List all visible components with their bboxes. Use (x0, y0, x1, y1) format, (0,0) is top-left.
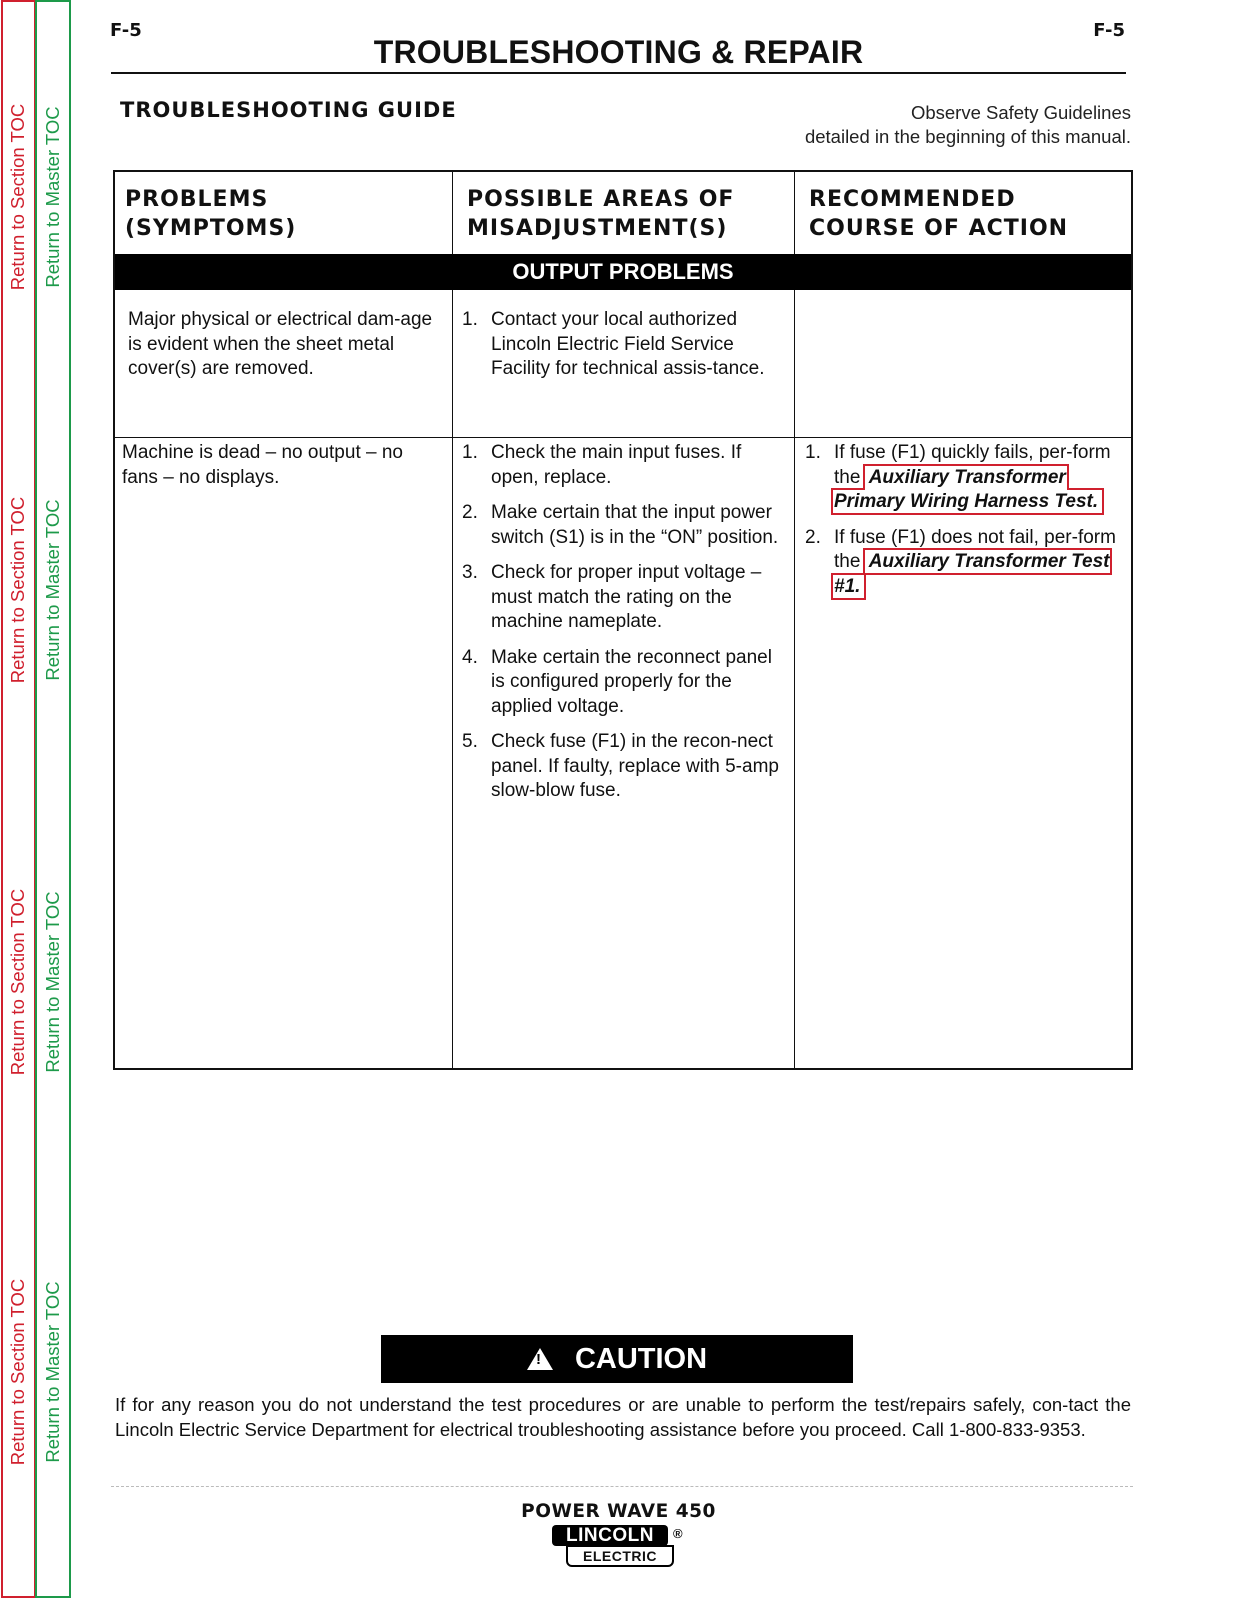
list-text: Make certain that the input power switch (S1) is in the “ON” position. (491, 502, 779, 548)
header-misadjustments (467, 185, 787, 243)
list-text: If fuse (F1) quickly fails, per-form the (834, 442, 1111, 488)
safety-note-line: Observe Safety Guidelines (910, 102, 1131, 123)
caution-text: If for any reason you do not understand the test procedures or are unable to perform the test/repairs safely, con-tact the Lincoln Electric Service Department for electrical troubleshooting assistance before you proceed. Call 1-800-833-9353. (115, 1394, 1131, 1440)
list-number: 1. (462, 309, 478, 330)
list-item (462, 730, 787, 804)
return-to-section-toc-link[interactable]: Return to Section TOC (7, 496, 28, 684)
safety-note (805, 101, 1131, 149)
caution-title: CAUTION (574, 1342, 708, 1375)
return-to-master-toc-link[interactable]: Return to Master TOC (42, 106, 63, 288)
return-to-master-toc-link[interactable]: Return to Master TOC (42, 891, 63, 1073)
column-divider (452, 172, 453, 1068)
causes-cell (462, 308, 787, 393)
return-to-section-toc-link[interactable]: Return to Section TOC (7, 888, 28, 1076)
lincoln-electric-logo (552, 1525, 688, 1571)
registered-mark: ® (673, 1526, 683, 1541)
header-line: POSSIBLE AREAS OF (467, 187, 735, 212)
header-line: RECOMMENDED (809, 187, 1016, 212)
return-to-section-toc-link[interactable]: Return to Section TOC (7, 1278, 28, 1466)
list-text: If fuse (F1) does not fail, per-form the (834, 526, 1116, 572)
list-item (462, 501, 787, 550)
list-text: Check for proper input voltage – must match the rating on the machine nameplate. (491, 562, 762, 632)
logo-subtitle: ELECTRIC (566, 1545, 674, 1567)
list-item (805, 441, 1125, 515)
causes-cell (462, 441, 787, 815)
column-divider (794, 172, 795, 1068)
actions-cell (805, 441, 1125, 610)
list-number: 3. (462, 562, 478, 583)
list-item (462, 646, 787, 720)
list-number: 1. (805, 442, 821, 463)
header-line: (SYMPTOMS) (125, 216, 297, 241)
list-number: 2. (462, 502, 478, 523)
list-item (462, 561, 787, 635)
troubleshooting-table (113, 170, 1133, 1070)
header-problems (125, 185, 445, 243)
problem-cell: Machine is dead – no output – no fans – no displays. (122, 442, 403, 488)
list-item (462, 308, 787, 382)
list-number: 1. (462, 442, 478, 463)
guide-title: TROUBLESHOOTING GUIDE (120, 98, 457, 122)
logo-wordmark: LINCOLN (552, 1525, 668, 1546)
page-title: TROUBLESHOOTING & REPAIR (373, 34, 864, 70)
list-item (805, 526, 1125, 600)
return-to-section-toc-link[interactable]: Return to Section TOC (7, 103, 28, 291)
return-to-master-toc-link[interactable]: Return to Master TOC (42, 499, 63, 681)
list-item (462, 441, 787, 490)
header-line: MISADJUSTMENT(S) (467, 216, 728, 241)
list-number: 5. (462, 731, 478, 752)
list-text: Contact your local authorized Lincoln Electric Field Service Facility for technical assis-tance. (491, 309, 765, 379)
warning-triangle-icon: ! (527, 1348, 553, 1370)
footer-divider (111, 1486, 1133, 1487)
safety-note-line: detailed in the beginning of this manual. (804, 126, 1131, 147)
row-divider (115, 437, 1131, 438)
section-heading-output-problems: OUTPUT PROBLEMS (115, 254, 1131, 290)
list-number: 2. (805, 526, 821, 548)
page-code-left: F-5 (110, 20, 142, 41)
list-number: 4. (462, 646, 478, 668)
product-name: POWER WAVE 450 (521, 1501, 716, 1522)
auxiliary-transformer-test-1-link[interactable]: Auxiliary Transformer Test #1. (834, 551, 1110, 597)
header-divider (111, 72, 1126, 74)
caution-banner (381, 1335, 853, 1383)
header-line: PROBLEMS (125, 187, 269, 212)
page-code-right: F-5 (1093, 20, 1125, 41)
list-text: Make certain the reconnect panel is configured properly for the applied voltage. (491, 646, 772, 717)
return-to-master-toc-link[interactable]: Return to Master TOC (42, 1281, 63, 1463)
auxiliary-transformer-primary-wiring-harness-test-link[interactable]: Auxiliary Transformer Primary Wiring Harness Test. (834, 467, 1101, 513)
problem-cell: Major physical or electrical dam-age is evident when the sheet metal cover(s) are removed. (128, 309, 433, 379)
list-text: Check fuse (F1) in the recon-nect panel. If faulty, replace with 5-amp slow-blow fuse. (491, 731, 779, 801)
header-course-of-action (809, 185, 1129, 243)
header-line: COURSE OF ACTION (809, 216, 1069, 241)
list-text: Check the main input fuses. If open, replace. (491, 442, 742, 488)
